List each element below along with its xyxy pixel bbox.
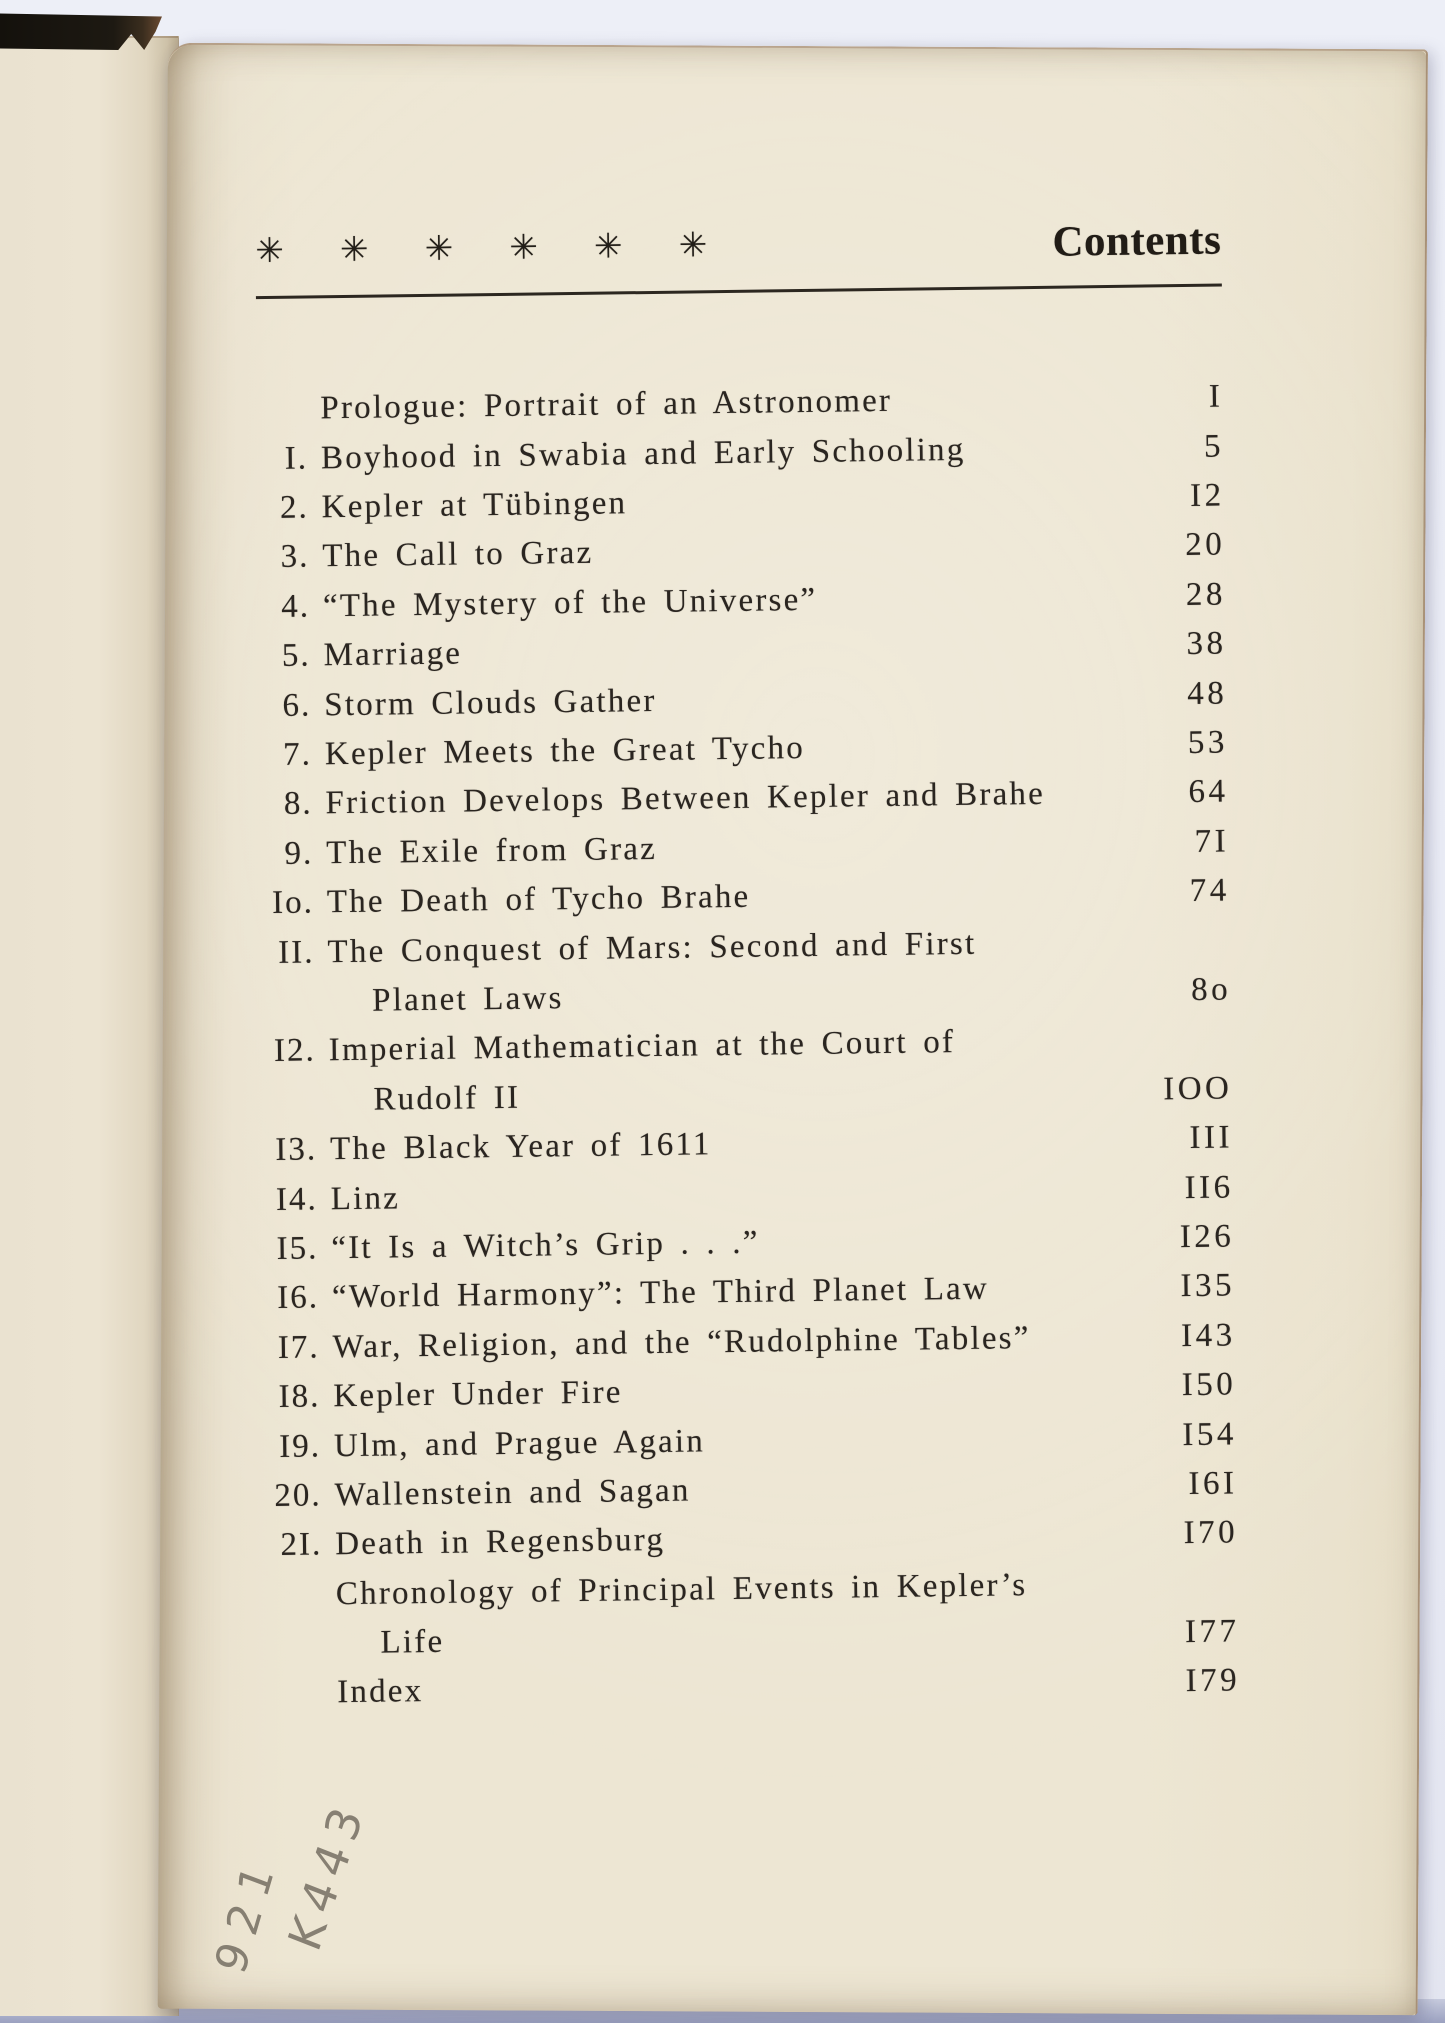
- chapter-number: I6.: [277, 1279, 320, 1317]
- chapter-number: 20.: [274, 1477, 322, 1514]
- ornament-row: [255, 225, 708, 277]
- page-number: 8o: [1190, 971, 1232, 1008]
- chapter-title: Index: [336, 1673, 424, 1711]
- chapter-title: Death in Regensburg: [335, 1522, 666, 1563]
- chapter-title: Life: [380, 1623, 445, 1661]
- page-number: 74: [1189, 872, 1231, 910]
- page-number: I26: [1179, 1218, 1235, 1256]
- page-number: 20: [1185, 526, 1226, 564]
- page-number: I43: [1180, 1317, 1236, 1354]
- chapter-title: Linz: [330, 1179, 401, 1217]
- pencil-call-number-2: K443: [277, 1791, 377, 1958]
- chapter-number: I4.: [275, 1180, 318, 1218]
- chapter-title: Chronology of Principal Events in Kepler’s: [335, 1566, 1028, 1612]
- page-number: I70: [1183, 1514, 1239, 1552]
- chapter-number: 9.: [284, 835, 314, 872]
- chapter-title: Friction Develops Between Kepler and Brahe: [325, 776, 1046, 822]
- contents-page: [158, 43, 1428, 2016]
- page-number: I54: [1182, 1415, 1238, 1453]
- chapter-number: [274, 1703, 324, 1704]
- page-number: 5: [1203, 428, 1225, 465]
- page-header: [255, 217, 1222, 277]
- chapter-number: I7.: [277, 1329, 320, 1366]
- chapter-title: The Black Year of 1611: [329, 1126, 712, 1168]
- chapter-number: I.: [284, 440, 309, 477]
- chapter-title: Prologue: Portrait of an Astronomer: [320, 383, 893, 427]
- page-number: I2: [1189, 477, 1225, 515]
- chapter-number: 7.: [282, 736, 313, 773]
- chapter-number: 5.: [281, 637, 311, 675]
- chapter-title: Boyhood in Swabia and Early Schooling: [320, 431, 966, 477]
- chapter-title: Storm Clouds Gather: [324, 682, 657, 723]
- chapter-number: 4.: [280, 588, 311, 625]
- chapter-number: [267, 1110, 317, 1111]
- page-number: I35: [1180, 1267, 1236, 1305]
- chapter-number: 6.: [282, 687, 312, 724]
- chapter-number: Io.: [271, 884, 315, 922]
- chapter-title: The Exile from Graz: [325, 830, 658, 872]
- page-number: I: [1208, 378, 1224, 415]
- chapter-number: II.: [278, 934, 315, 971]
- chapter-title: “The Mystery of the Universe”: [322, 581, 818, 625]
- header-rule: [256, 284, 1222, 300]
- chapter-number: [274, 1653, 324, 1654]
- page-number: 38: [1186, 625, 1227, 663]
- page-number: I50: [1181, 1366, 1237, 1404]
- chapter-title: The Call to Graz: [322, 535, 594, 575]
- asterisk-ornament-icon: ✳: [255, 231, 285, 272]
- page-number: 48: [1186, 675, 1228, 712]
- chapter-title: Marriage: [323, 635, 463, 674]
- page-number: I77: [1184, 1613, 1240, 1651]
- page-number: I6I: [1188, 1465, 1238, 1502]
- chapter-title: “World Harmony”: The Third Planet Law: [331, 1270, 990, 1316]
- chapter-number: 2.: [279, 489, 309, 526]
- page-number: IOO: [1162, 1070, 1233, 1108]
- chapter-number: 8.: [283, 785, 313, 823]
- printed-content: [255, 217, 1240, 1719]
- asterisk-ornament-icon: ✳: [593, 226, 623, 268]
- chapter-number: I3.: [275, 1131, 318, 1169]
- chapter-number: [258, 419, 308, 420]
- page-number: III: [1189, 1119, 1234, 1157]
- chapter-number: I5.: [276, 1230, 319, 1267]
- asterisk-ornament-icon: ✳: [678, 225, 708, 266]
- page-number: 53: [1187, 724, 1229, 762]
- page-number: [1139, 1592, 1239, 1593]
- chapter-title: Planet Laws: [371, 980, 564, 1019]
- asterisk-ornament-icon: ✳: [509, 227, 539, 269]
- chapter-title: The Death of Tycho Brahe: [326, 878, 751, 921]
- page-title: Contents: [1052, 216, 1222, 266]
- pencil-call-number-1: 921: [205, 1847, 288, 1981]
- chapter-title: “It Is a Witch’s Grip . . .”: [331, 1224, 760, 1267]
- page-number: [1132, 1049, 1232, 1050]
- page-number: 28: [1185, 576, 1227, 613]
- page-number: 7I: [1194, 823, 1230, 860]
- chapter-number: [273, 1604, 323, 1605]
- chapter-title: War, Religion, and the “Rudolphine Tables”: [332, 1319, 1031, 1365]
- page-number: [1131, 950, 1231, 951]
- chapter-title: Kepler Under Fire: [333, 1374, 623, 1415]
- chapter-title: The Conquest of Mars: Second and First: [327, 925, 977, 970]
- page-number: II6: [1184, 1168, 1234, 1206]
- chapter-title: Kepler at Tübingen: [321, 485, 628, 526]
- chapter-number: 2I.: [280, 1526, 323, 1564]
- chapter-title: Wallenstein and Sagan: [334, 1472, 691, 1514]
- chapter-number: I2.: [273, 1032, 317, 1070]
- asterisk-ornament-icon: ✳: [339, 229, 369, 271]
- chapter-title: Rudolf II: [373, 1079, 521, 1118]
- page-number: I79: [1185, 1662, 1241, 1700]
- chapter-number: [265, 1011, 315, 1012]
- facing-page-gutter: [0, 36, 179, 2016]
- page-number: 64: [1188, 773, 1229, 811]
- asterisk-ornament-icon: ✳: [424, 228, 454, 270]
- toc-list: [257, 373, 1240, 1719]
- chapter-title: Kepler Meets the Great Tycho: [324, 730, 806, 773]
- chapter-number: I8.: [278, 1378, 321, 1416]
- chapter-title: Imperial Mathematician at the Court of: [328, 1024, 956, 1069]
- chapter-number: I9.: [278, 1427, 322, 1465]
- chapter-number: 3.: [280, 538, 310, 576]
- chapter-title: Ulm, and Prague Again: [333, 1422, 706, 1464]
